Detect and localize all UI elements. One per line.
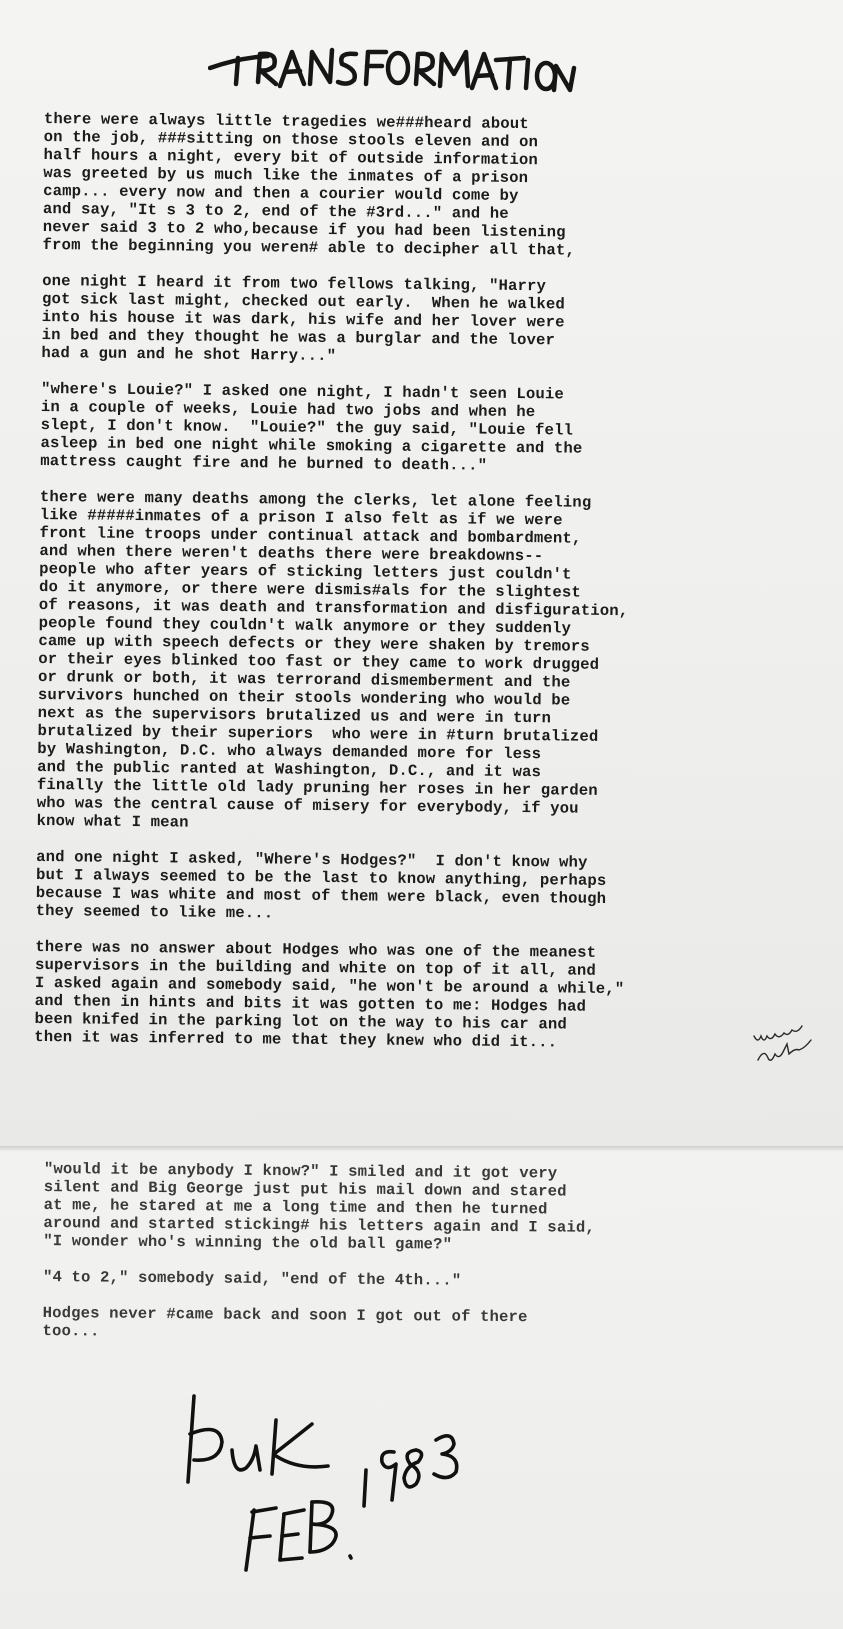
text-line: camp... every now and then a courier would come by	[43, 181, 519, 205]
signature-and-date-drawing	[180, 1390, 510, 1580]
text-line: survivors hunched on their stools wondering who would be	[37, 685, 571, 710]
text-line: like #####inmates of a prison I also felt as if we were	[39, 505, 563, 530]
text-line: and say, "It s 3 to 2, end of the #3rd..." and he	[42, 199, 509, 223]
text-line: next as the supervisors brutalized us and were in turn	[37, 703, 552, 728]
sheet-seam	[0, 1146, 843, 1152]
paragraph	[42, 110, 833, 262]
text-line: mattress caught fire and he burned to death..."	[40, 451, 488, 475]
upper-body-text	[34, 110, 834, 1072]
text-line: "I wonder who's winning the old ball game?"	[43, 1231, 453, 1254]
text-line: but I always seemed to be the last to know anything, perhaps	[35, 865, 607, 890]
text-line: and one night I asked, "Where's Hodges?" I don't know why	[36, 847, 588, 872]
text-line: supervisors in the building and white on top of it all, and	[34, 955, 597, 980]
text-line: never said 3 to 2 who,because if you had been listening	[42, 217, 566, 242]
text-line: who was the central cause of misery for everybody, if you	[36, 793, 579, 818]
text-line: of reasons, it was death and transformation and disfiguration,	[38, 595, 629, 621]
text-line: there were always little tragedies we###heard about	[43, 110, 529, 134]
text-line: been knifed in the parking lot on the way to his car and	[34, 1009, 567, 1034]
margin-annotation-scribble	[748, 1018, 833, 1078]
text-line: slept, I don't know. "Louie?" the guy said, "Louie fell	[40, 415, 574, 440]
text-line: and the public ranted at Washington, D.C., and it was	[37, 757, 542, 782]
paragraph	[36, 848, 827, 928]
text-line: front line troops under continual attack and bombardment,	[39, 523, 582, 548]
paragraph	[36, 488, 830, 838]
text-line: in a couple of weeks, Louie had two jobs and when he	[40, 397, 536, 422]
text-line: I asked again and somebody said, "he won't be around a while,"	[34, 973, 625, 999]
text-line: from the beginning you weren# able to decipher all that,	[42, 235, 576, 260]
text-line: at me, he stared at me a long time and then he turned	[43, 1195, 548, 1219]
text-line: "4 to 2," somebody said, "end of the 4th..."	[42, 1267, 462, 1290]
text-line: "where's Louie?" I asked one night, I hadn't seen Louie	[40, 379, 565, 404]
text-line: came up with speech defects or they were shaken by tremors	[38, 631, 590, 656]
text-line: then it was inferred to me that they knew who did it...	[34, 1027, 558, 1052]
paragraph	[40, 380, 831, 478]
handwritten-title	[208, 38, 578, 108]
title-lettering	[208, 38, 578, 108]
text-line: people who after years of sticking letters just couldn't	[39, 559, 572, 584]
text-line: do it anymore, or there were dismis#als for the slightest	[38, 577, 582, 602]
text-line: and when there weren't deaths there were breakdowns--	[39, 541, 544, 566]
text-line: one night I heard it from two fellows talking, "Harry	[42, 271, 547, 296]
text-line: in bed and they thought he was a burglar and the lover	[41, 325, 556, 350]
paragraph	[43, 1268, 833, 1293]
lower-body-text	[42, 1160, 834, 1365]
text-line: there was no answer about Hodges who was one of the meanest	[35, 937, 597, 962]
text-line: by Washington, D.C. who always demanded more for less	[37, 739, 542, 764]
paragraph	[41, 272, 832, 370]
text-line: because I was white and most of them were black, even though	[35, 883, 607, 908]
text-line: around and started sticking# his letters again and I said,	[43, 1213, 595, 1237]
text-line: into his house it was dark, his wife and her lover were	[41, 307, 565, 332]
text-line: Hodges never #came back and soon I got out of there	[42, 1303, 528, 1327]
text-line: or drunk or both, it was terrorand dismemberment and the	[37, 667, 571, 692]
paragraph	[43, 1160, 834, 1257]
text-line: half hours a night, every bit of outside information	[43, 145, 539, 170]
text-line: brutalized by their superiors who were in #turn brutalized	[37, 721, 599, 746]
text-line: finally the little old lady pruning her roses in her garden	[36, 775, 598, 800]
text-line: "would it be anybody I know?" I smiled and it got very	[43, 1160, 558, 1183]
text-line: got sick last might, checked out early. When he walked	[41, 289, 566, 314]
margin-annotation	[748, 1018, 833, 1078]
text-line: asleep in bed one night while smoking a cigarette and the	[40, 433, 583, 458]
text-line: on the job, ###sitting on those stools eleven and on	[43, 127, 539, 152]
text-line: they seemed to like me...	[35, 901, 274, 923]
text-line: know what I mean	[36, 811, 189, 832]
text-line: and then in hints and bits it was gotten to me: Hodges had	[34, 991, 587, 1016]
text-line: too...	[42, 1321, 100, 1341]
text-line: or their eyes blinked too fast or they came to work drugged	[38, 649, 600, 674]
text-line: was greeted by us much like the inmates of a prison	[43, 163, 529, 188]
text-line: silent and Big George just put his mail down and stared	[43, 1177, 567, 1201]
paragraph	[42, 1304, 832, 1347]
handwritten-signature	[180, 1390, 510, 1580]
text-line: had a gun and he shot Harry..."	[41, 343, 337, 366]
text-line: there were many deaths among the clerks, let alone feeling	[39, 487, 592, 512]
paragraph	[34, 938, 825, 1054]
text-line: people found they couldn't walk anymore or they suddenly	[38, 613, 572, 638]
